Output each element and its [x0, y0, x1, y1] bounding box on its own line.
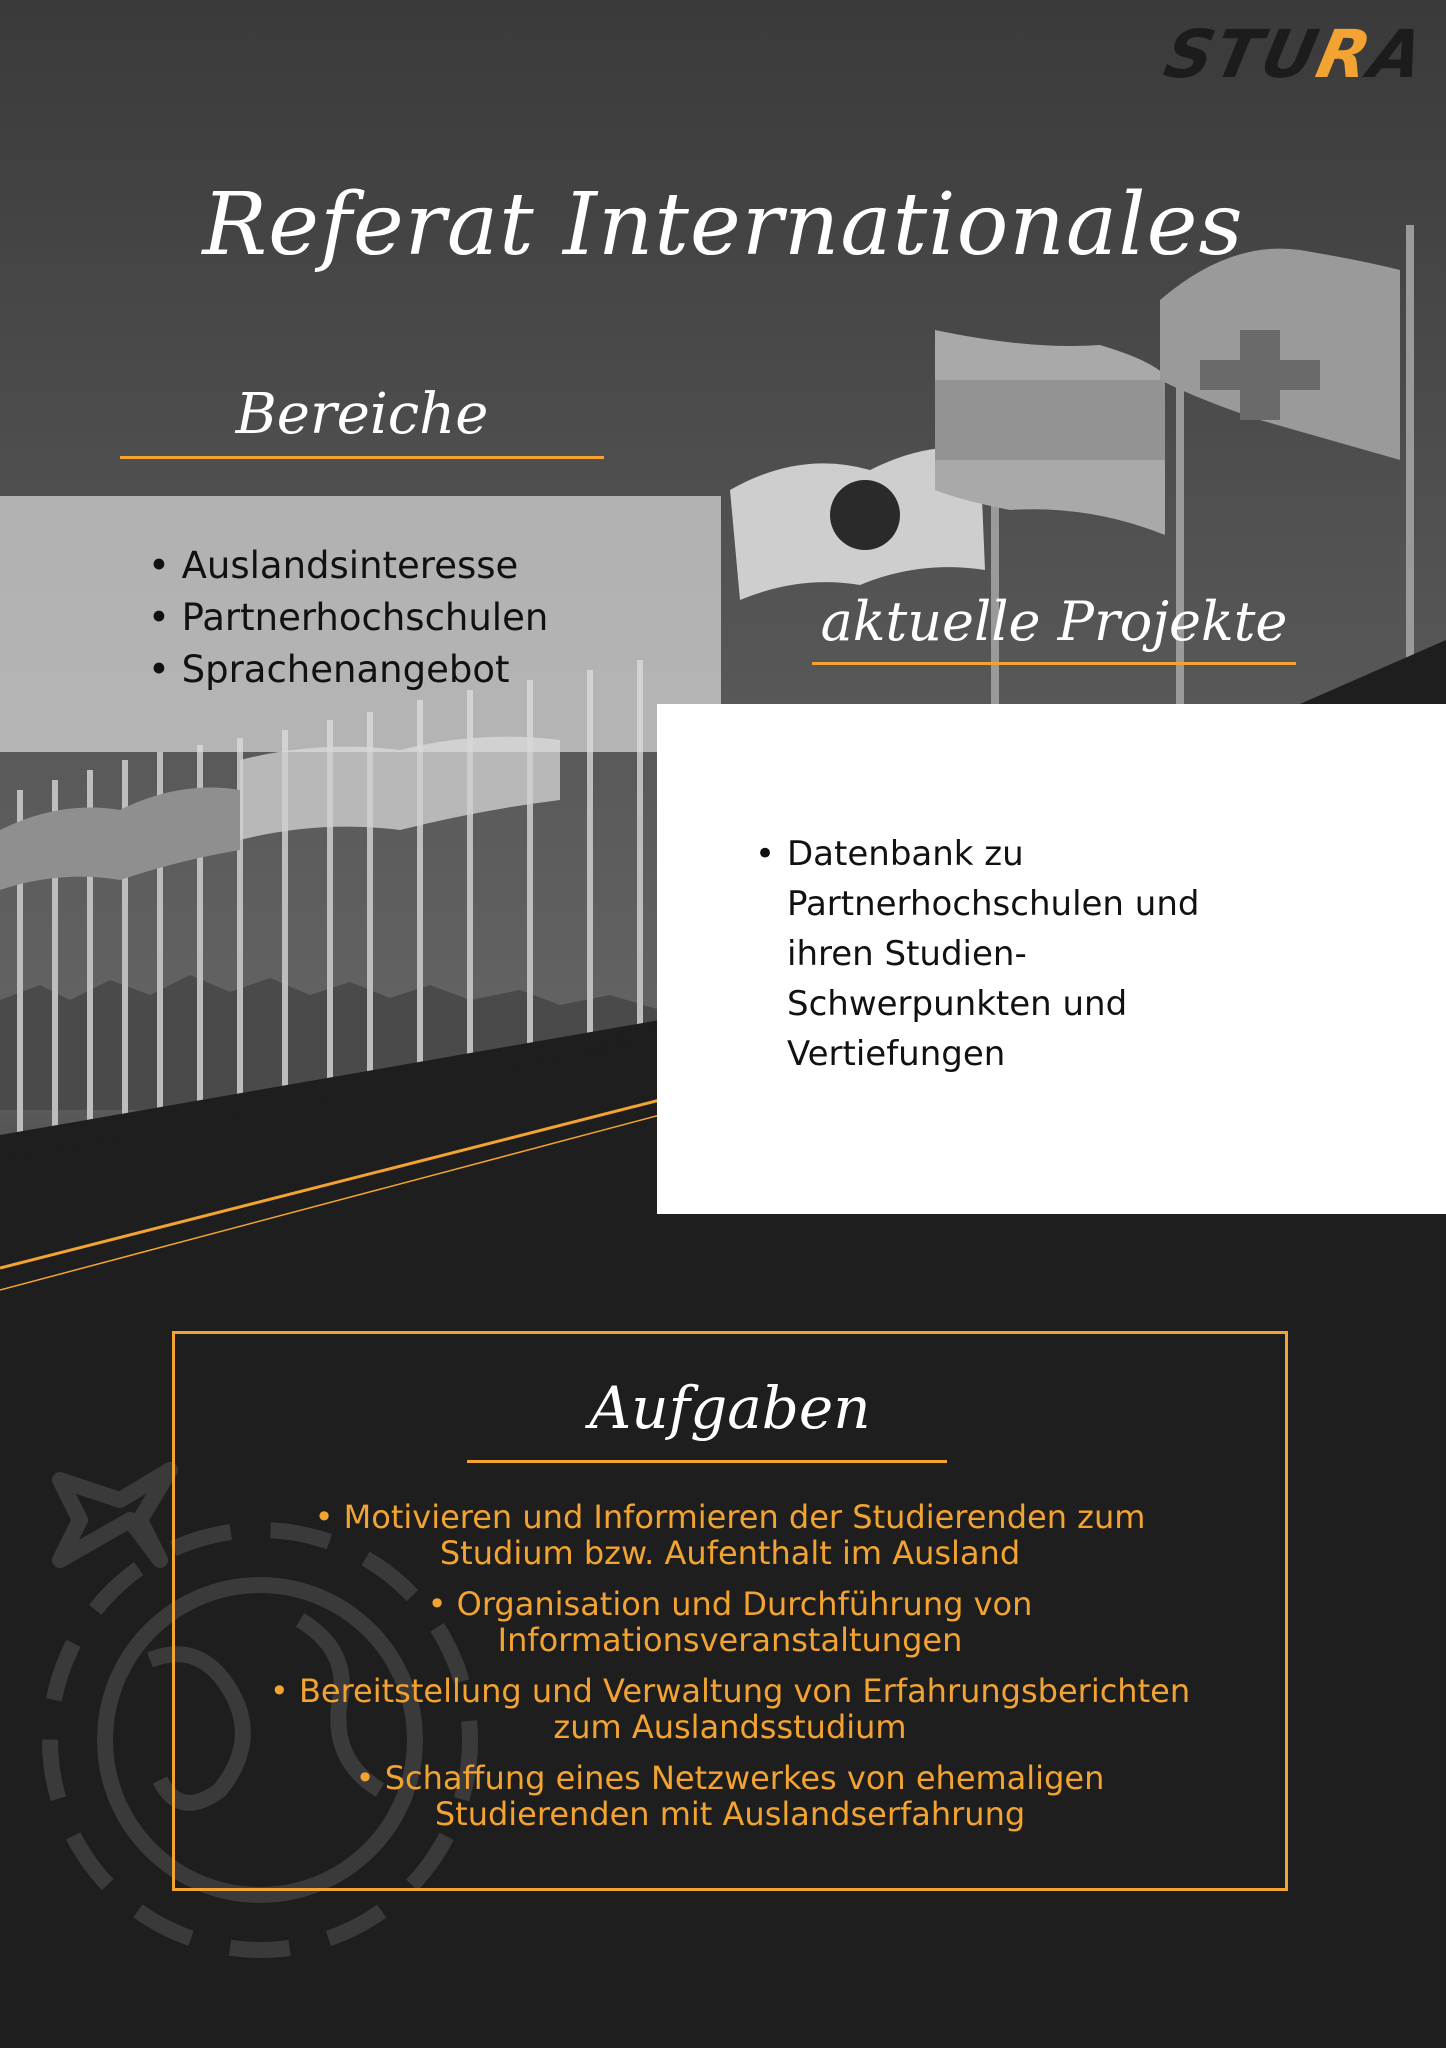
projekte-heading: aktuelle Projekte [820, 590, 1288, 653]
aufgaben-underline [467, 1460, 947, 1463]
projekte-underline [812, 662, 1296, 665]
projekte-list [787, 829, 1307, 1079]
aufgaben-item [175, 1586, 1285, 1658]
projekte-item-line: ihren Studien- [787, 934, 1027, 974]
bereiche-item: • Auslandsinteresse [148, 540, 548, 592]
aufgaben-item [175, 1673, 1285, 1745]
aufgaben-item-line: Studierenden mit Auslandserfahrung [434, 1795, 1026, 1833]
projekte-item-line: Vertiefungen [787, 1034, 1006, 1074]
projekte-card [657, 704, 1446, 1214]
aufgaben-item-line: zum Auslandsstudium [553, 1708, 907, 1746]
page-title: Referat Internationales [202, 175, 1244, 275]
aufgaben-box [172, 1331, 1288, 1891]
bereiche-heading: Bereiche [235, 382, 489, 447]
aufgaben-item-line: • Motivieren und Informieren der Studierenden zum [175, 1499, 1285, 1535]
aufgaben-heading: Aufgaben [589, 1374, 871, 1442]
projekte-item-line: Schwerpunkten und [787, 984, 1128, 1024]
aufgaben-item-line: Informationsveranstaltungen [497, 1621, 963, 1659]
aufgaben-item [175, 1760, 1285, 1832]
projekte-item-line: • Datenbank zu [787, 834, 1024, 874]
bereiche-item: • Partnerhochschulen [148, 592, 548, 644]
aufgaben-item-line: • Organisation und Durchführung von [175, 1586, 1285, 1622]
aufgaben-item-line: • Bereitstellung und Verwaltung von Erfahrungsberichten [175, 1673, 1285, 1709]
aufgaben-item-line: • Schaffung eines Netzwerkes von ehemaligen [175, 1760, 1285, 1796]
stura-logo: STURA [1157, 16, 1433, 93]
aufgaben-list [175, 1499, 1285, 1847]
aufgaben-item-line: Studium bzw. Aufenthalt im Ausland [439, 1534, 1021, 1572]
bereiche-underline [120, 456, 604, 459]
bereiche-item: • Sprachenangebot [148, 644, 548, 696]
projekte-item-line: Partnerhochschulen und [787, 884, 1200, 924]
aufgaben-item [175, 1499, 1285, 1571]
bereiche-list [148, 540, 548, 696]
projekte-item [787, 829, 1307, 1079]
